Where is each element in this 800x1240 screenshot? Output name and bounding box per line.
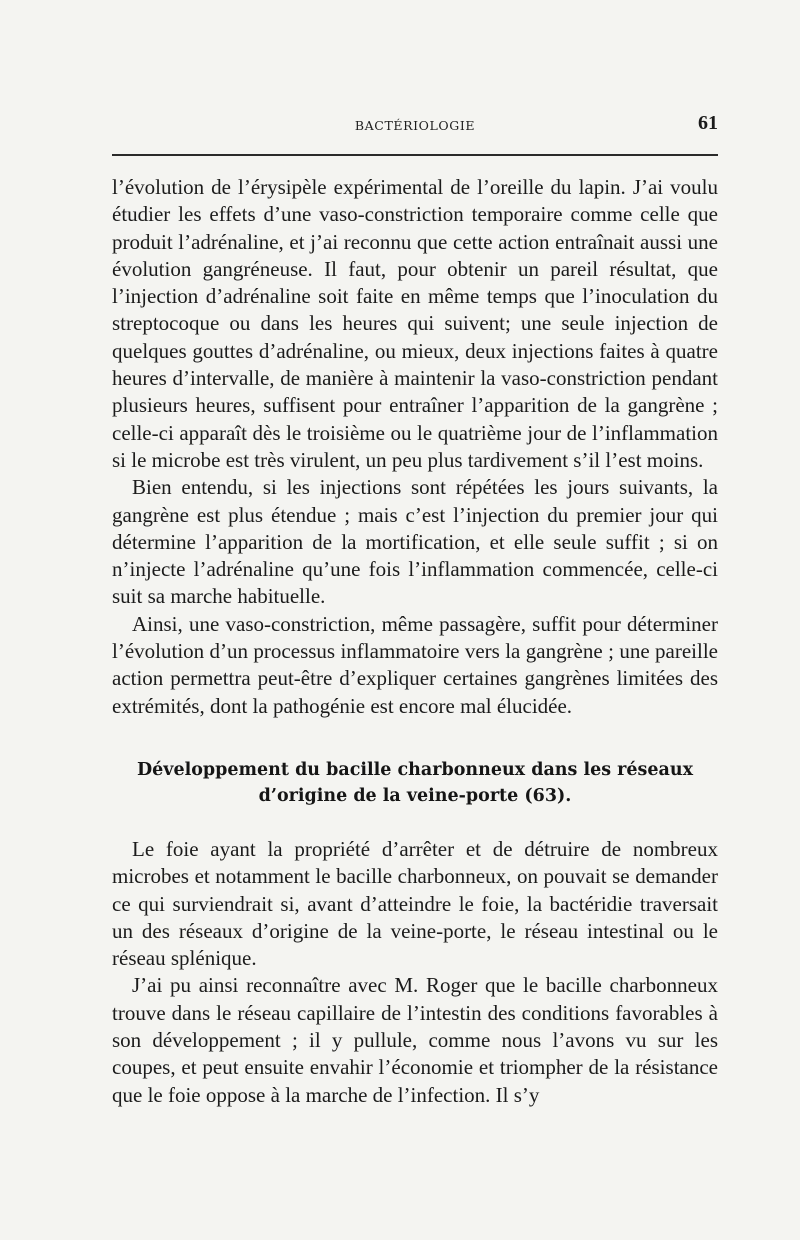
running-title: BACTÉRIOLOGIE [354,118,476,133]
paragraph: Bien entendu, si les injections sont répétées les jours suivants, la gangrène est plus étendue ; mais c’est l’injection du premier jour qui détermine l’apparition de la mortification, et elle seule suffit ; si on n’injecte l’adrénaline qu’une fois l’inflammation commencée, celle-ci suit sa marche habituelle. [112,475,718,609]
page-header [110,112,720,152]
paragraph: l’évolution de l’érysipèle expérimental de l’oreille du lapin. J’ai voulu étudier les effets d’une vaso-constriction temporaire comme celle que produit l’adrénaline, et j’ai reconnu que cette action entraînait aussi une évolution gangréneuse. Il faut, pour obtenir un pareil résultat, que l’injection d’adrénaline soit faite en même temps que l’inoculation du streptocoque ou dans les heures qui suivent; une seule injection de quelques gouttes d’adrénaline, ou mieux, deux injections faites à quatre heures d’intervalle, de manière à maintenir la vaso-constriction pendant plusieurs heures, suffisent pour entraîner l’apparition de la gangrène ; celle-ci apparaît dès le troisième ou le quatrième jour de l’inflammation si le microbe est très virulent, un peu plus tardivement s’il l’est moins. [112,175,718,472]
page-number: 61 [698,112,718,134]
section-heading [112,757,718,809]
body-text [112,174,718,1109]
section-heading-line: d’origine de la veine-porte (63). [258,785,572,806]
header-rule [112,154,718,156]
section-heading-line: Développement du bacille charbonneux dans les réseaux [136,759,694,780]
paragraph: Ainsi, une vaso-constriction, même passagère, suffit pour déterminer l’évolution d’un processus inflammatoire vers la gangrène ; une pareille action permettra peut-être d’expliquer certaines gangrènes limitées des extrémités, dont la pathogénie est encore mal élucidée. [112,611,718,718]
paragraph: J’ai pu ainsi reconnaître avec M. Roger que le bacille charbonneux trouve dans le réseau capillaire de l’intestin des conditions favorables à son développement ; il y pullule, comme nous l’avons vu sur les coupes, et peut ensuite envahir l’économie et triompher de la résistance que le foie oppose à la marche de l’infection. Il s’y [112,973,718,1107]
paragraph: Le foie ayant la propriété d’arrêter et de détruire de nombreux microbes et notamment le bacille charbonneux, on pouvait se demander ce qui surviendrait si, avant d’atteindre le foie, la bactéridie traversait un des réseaux d’origine de la veine-porte, le réseau intestinal ou le réseau splénique. [112,836,718,971]
